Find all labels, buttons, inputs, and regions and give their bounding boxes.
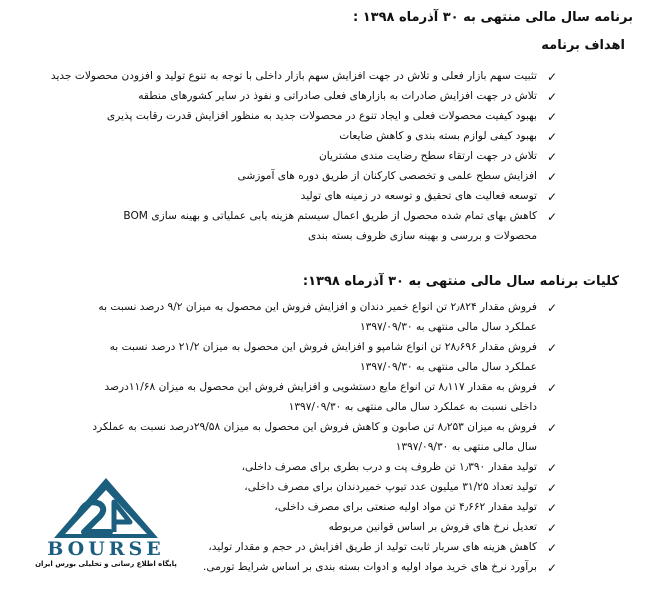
check-icon: ✓ xyxy=(546,521,557,535)
check-icon: ✓ xyxy=(546,110,557,124)
check-icon: ✓ xyxy=(546,170,557,184)
logo-tagline: پایگاه اطلاع رسانی و تحلیلی بورس ایران xyxy=(35,560,177,568)
list-item: ✓ بهبود کیفی لوازم بسته بندی و کاهش ضایعات xyxy=(79,126,559,146)
list-item: ✓ تلاش در جهت ارتقاء سطح رضایت مندی مشتریان xyxy=(79,146,559,166)
section1-subtitle: اهداف برنامه xyxy=(541,38,625,53)
list-item: ✓ توسعه فعالیت های تحقیق و توسعه در زمینه های تولید xyxy=(79,186,559,206)
check-icon: ✓ xyxy=(546,90,557,104)
section1-title: برنامه سال مالی منتهی به ۳۰ آذرماه ۱۳۹۸ : xyxy=(352,10,633,25)
check-icon: ✓ xyxy=(546,130,557,144)
list-item: ✓ تولید مقدار ۴٫۶۶۲ تن مواد اولیه صنعتی برای مصرف داخلی، xyxy=(79,497,559,517)
check-icon: ✓ xyxy=(546,341,557,355)
list-item: ✓ برآورد نرخ های خرید مواد اولیه و ادوات بسته بندی بر اساس شرایط تورمی. xyxy=(79,557,559,577)
list-item: ✓ فروش به مقدار ۸٫۱۱۷ تن انواع مایع دستشویی و افزایش فروش این محصول به میزان ۱۱/۶۸درصد داخلی نسبت به عملکرد سال مالی منتهی به ۱۳۹۷/۰۹/۳۰ xyxy=(79,377,559,417)
check-icon: ✓ xyxy=(546,541,557,555)
list-item: ✓ فروش مقدار ۲٫۸۲۴ تن انواع خمیر دندان و افزایش فروش این محصول به میزان ۹/۲ درصد نسبت به عملکرد سال مالی منتهی به ۱۳۹۷/۰۹/۳۰ xyxy=(79,297,559,337)
list-item: ✓ تلاش در جهت افزایش صادرات به بازارهای فعلی صادراتی و نفوذ در سایر کشورهای منطقه xyxy=(79,86,559,106)
list-item: ✓ فروش مقدار ۲۸٫۶۹۶ تن انواع شامپو و افزایش فروش این محصول به میزان ۲۱/۲ درصد نسبت به عملکرد سال مالی منتهی به ۱۳۹۷/۰۹/۳۰ xyxy=(79,337,559,377)
check-icon: ✓ xyxy=(546,301,557,315)
list-item: ✓ تولید تعداد ۳۱/۲۵ میلیون عدد تیوپ خمیردندان برای مصرف داخلی، xyxy=(79,477,559,497)
list-item: ✓ تثبیت سهم بازار فعلی و تلاش در جهت افزایش سهم بازار داخلی با توجه به تنوع تولید و افزودن محصولات جدید xyxy=(79,66,559,86)
check-icon: ✓ xyxy=(546,70,557,84)
section2-title: کلیات برنامه سال مالی منتهی به ۳۰ آذرماه ۱۳۹۸: xyxy=(302,274,619,289)
list-item: ✓ افزایش سطح علمی و تخصصی کارکنان از طریق دوره های آموزشی xyxy=(79,166,559,186)
logo-emblem xyxy=(54,478,158,538)
check-icon: ✓ xyxy=(546,481,557,495)
check-icon: ✓ xyxy=(546,190,557,204)
list-item: ✓ کاهش بهای تمام شده محصول از طریق اعمال سیستم هزینه یابی عملیاتی و بهینه سازی BOM محصولات و بررسی و بهینه سازی ظروف بسته بندی xyxy=(79,206,559,246)
logo-wordmark: BOURSE xyxy=(47,538,165,560)
goals-list xyxy=(50,66,559,246)
list-item: ✓ تولید مقدار ۱٫۳۹۰ تن ظروف پت و درب بطری برای مصرف داخلی، xyxy=(79,457,559,477)
check-icon: ✓ xyxy=(546,501,557,515)
list-item: ✓ فروش به میزان ۸٫۲۵۳ تن صابون و کاهش فروش این محصول به میزان ۲۹/۵۸درصد نسبت به عملکرد سال مالی منتهی به ۱۳۹۷/۰۹/۳۰ xyxy=(79,417,559,457)
list-item: ✓ تعدیل نرخ های فروش بر اساس قوانین مربوطه xyxy=(79,517,559,537)
check-icon: ✓ xyxy=(546,461,557,475)
list-item: ✓ کاهش هزینه های سربار ثابت تولید از طریق افزایش در حجم و مقدار تولید، xyxy=(79,537,559,557)
list-item: ✓ بهبود کیفیت محصولات فعلی و ایجاد تنوع در محصولات جدید به منظور افزایش قدرت رقابت پذیری xyxy=(79,106,559,126)
check-icon: ✓ xyxy=(546,150,557,164)
check-icon: ✓ xyxy=(546,561,557,575)
check-icon: ✓ xyxy=(546,381,557,395)
check-icon: ✓ xyxy=(546,210,557,224)
check-icon: ✓ xyxy=(546,421,557,435)
